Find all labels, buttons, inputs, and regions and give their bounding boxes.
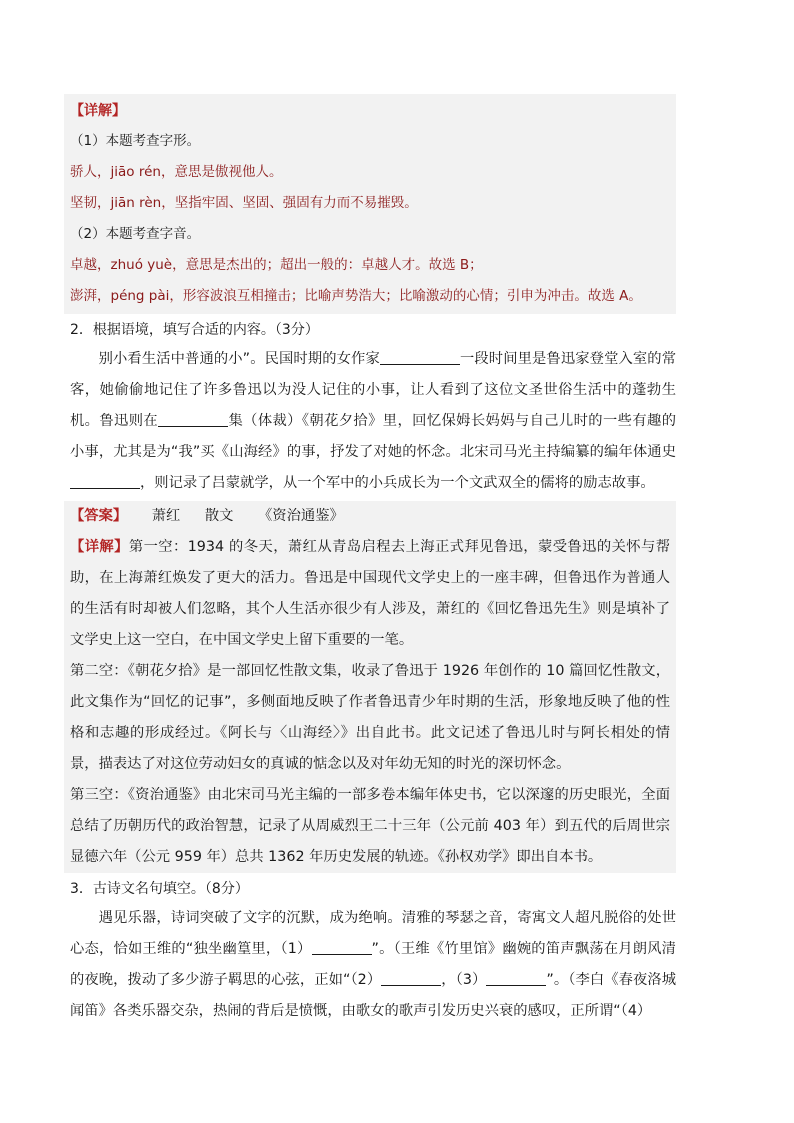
question-3-title: 3．古诗文名句填空。（8分） — [70, 881, 249, 897]
detail-paragraph: 第二空：《朝花夕拾》是一部回忆性散文集，收录了鲁迅于 1926 年创作的 10 篇回忆性散文，此文集作为“回忆的记事”，多侧面地反映了作者鲁迅青少年时期的生活，形象地反映了他的性格和志趣的形成经过。《阿长与〈山海经〉》出自此书。此文记述了鲁迅儿时与阿长相处的情景，描表达了对这位劳动妇女的真诚的惦念以及对年幼无知的时光的深切怀念。 — [70, 663, 670, 772]
explanation-line: 卓越，zhuó yuè，意思是杰出的；超出一般的：卓越人才。故选 B； — [70, 257, 483, 273]
detail-paragraph: 第三空：《资治通鉴》由北宋司马光主编的一部多卷本编年体史书，它以深邃的历史眼光，全面总结了历朝历代的政治智慧，记录了从周威烈王二十三年（公元前 403 年）到五代的后周世宗显德六年（公元 959 年）总共 1362 年历史发展的轨迹。《孙权劝学》即出自本书。 — [70, 787, 670, 865]
detail-heading: 【详解】 — [70, 103, 126, 119]
q3-text: ”。（王维《竹里馆》幽婉的笛声飘荡在月朗风清的夜晚，拨动了多少游子羁思的心弦，正如“（2） — [70, 941, 676, 988]
detail-paragraph — [70, 532, 670, 656]
answer-item: 《资治通鉴》 — [258, 508, 344, 524]
q2-text: 别小看生活中普通的小”。民国时期的女作家 — [98, 351, 380, 367]
explanation-line: 澎湃，péng pài，形容波浪互相撞击；比喻声势浩大；比喻激动的心情；引申为冲击。故选 A。 — [70, 288, 642, 304]
detail-text: 第一空：1934 的冬天，萧红从青岛启程去上海正式拜见鲁迅，蒙受鲁迅的关怀与帮助，在上海萧红焕发了更大的活力。鲁迅是中国现代文学史上的一座丰碑，但鲁迅作为普通人的生活有时却被人们忽略，其个人生活亦很少有人涉及，萧红的《回忆鲁迅先生》则是填补了文学史上这一空白，在中国文学史上留下重要的一笔。 — [70, 539, 670, 648]
q3-text: 遇见乐器，诗词突破了文字的沉默，成为绝响。清雅的琴瑟之音，寄寓文人超凡脱俗的处世心态，恰如王维的“独坐幽篁里，（1） — [70, 910, 676, 957]
q3-text: ，（3） — [441, 972, 487, 988]
explanation-line: （2）本题考查字音。 — [70, 226, 201, 242]
q2-text: ，则记录了吕蒙就学，从一个军中的小兵成长为一个文武双全的儒将的励志故事。 — [140, 475, 655, 491]
answer-blank[interactable] — [70, 474, 140, 489]
answer-label: 【答案】 — [70, 508, 128, 524]
answer-blank[interactable] — [158, 412, 228, 427]
q3-text: ”。（李白《春夜洛城闻笛》各类乐器交杂，热闹的背后是愤慨，由歌女的歌声引发历史兴衰的感叹，正所谓“（4） — [70, 972, 676, 1019]
answer-blank[interactable] — [312, 940, 372, 955]
q2-text: 集（体裁）《朝花夕拾》里，回忆保姆长妈妈与自己儿时的一些有趣的小事，尤其是为“我”买《山海经》的事，抒发了对她的怀念。北宋司马光主持编纂的编年体通史 — [70, 413, 676, 460]
detail-label: 【详解】 — [70, 539, 129, 555]
answer-block-2 — [64, 501, 676, 873]
explanation-line: 骄人，jiāo rén，意思是傲视他人。 — [70, 164, 283, 180]
document-page — [70, 94, 676, 1027]
question-2-title: 2．根据语境，填写合适的内容。（3分） — [70, 322, 319, 338]
explanation-line: （1）本题考查字形。 — [70, 133, 201, 149]
answer-blank[interactable] — [380, 350, 460, 365]
answer-item: 散文 — [204, 508, 234, 524]
question-3-passage — [70, 903, 676, 1027]
answer-line — [70, 501, 670, 532]
q2-text: 一段时间里是鲁迅家登堂入室的常客，她偷偷地记住了许多鲁迅以为没人记住的小事，让人看到了这位文圣世俗生活中的蓬勃生机。鲁迅则在 — [70, 351, 677, 429]
answer-blank[interactable] — [486, 971, 546, 986]
question-2-passage — [70, 344, 676, 499]
answer-blank[interactable] — [381, 971, 441, 986]
explanation-line: 坚韧，jiān rèn，坚指牢固、坚固、强固有力而不易摧毁。 — [70, 195, 418, 211]
answer-item: 萧红 — [151, 508, 181, 524]
explanation-block-1 — [64, 94, 676, 314]
